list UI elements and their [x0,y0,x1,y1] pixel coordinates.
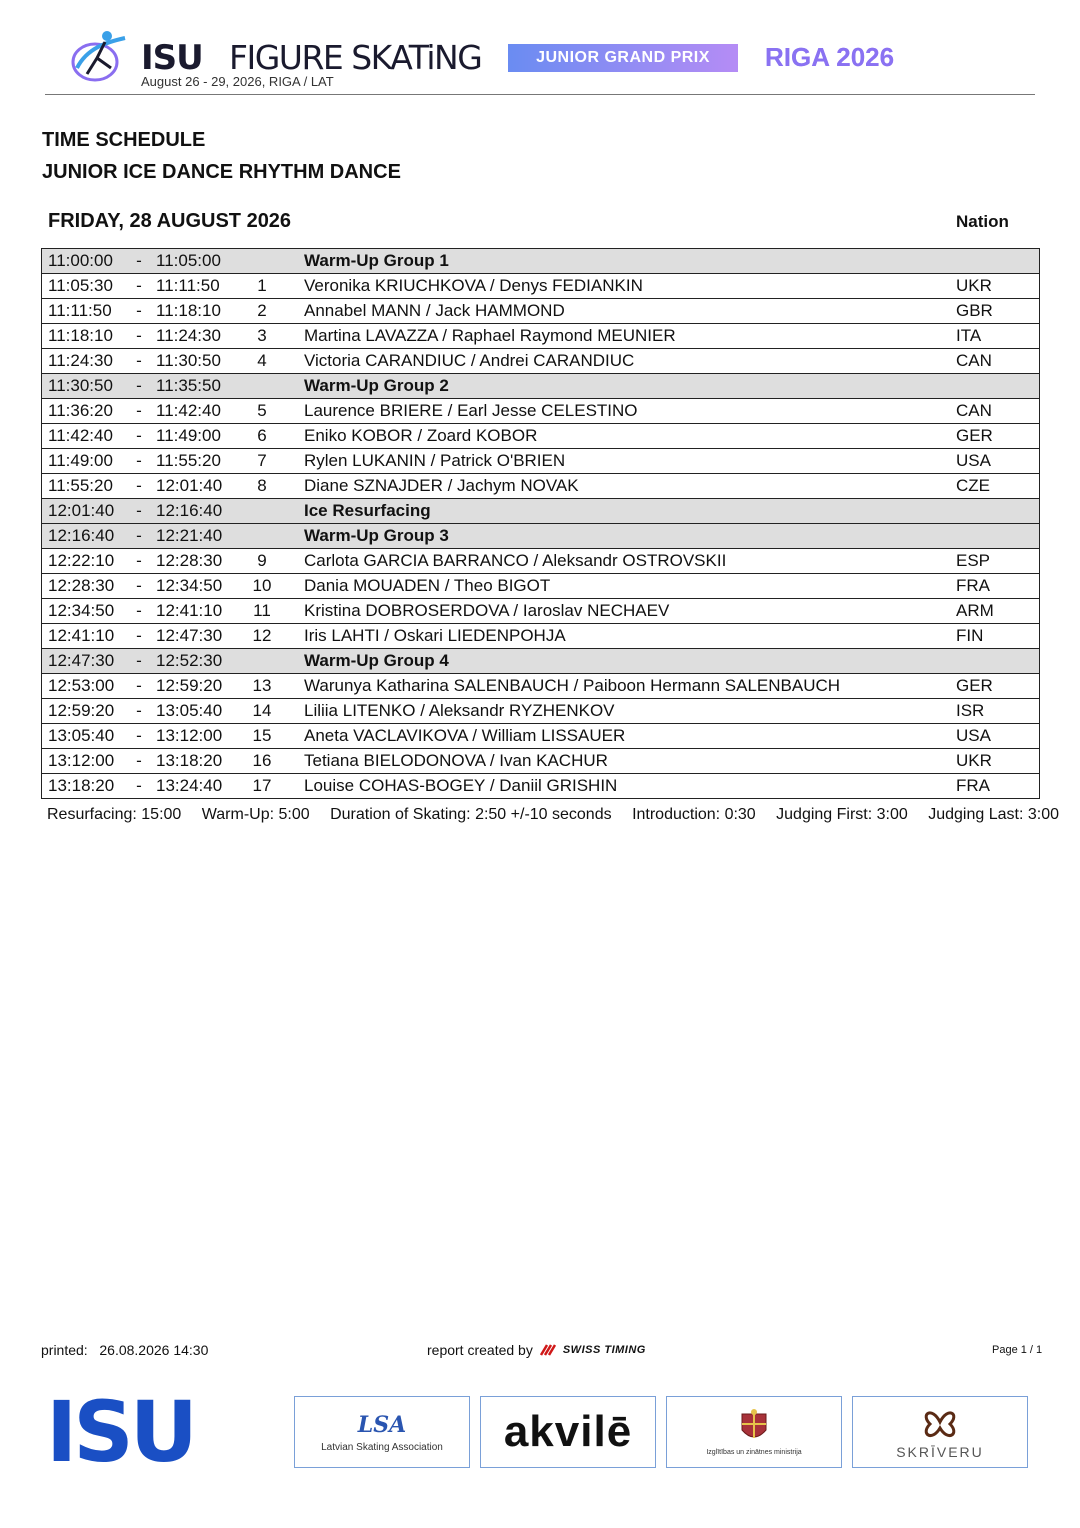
nation-code: FIN [944,624,1040,649]
schedule-row [42,699,1040,724]
end-time: 12:52:30 [148,649,244,674]
nation-code: ESP [944,549,1040,574]
group-label: Warm-Up Group 3 [292,524,944,549]
schedule-row [42,399,1040,424]
end-time: 12:16:40 [148,499,244,524]
end-time: 12:01:40 [148,474,244,499]
start-time: 13:05:40 [42,724,131,749]
start-time: 11:11:50 [42,299,131,324]
nation-code: UKR [944,274,1040,299]
printed-info [41,1342,208,1358]
skater-logo-icon [67,28,129,86]
start-time: 12:01:40 [42,499,131,524]
nation-code: ARM [944,599,1040,624]
schedule-group-row [42,649,1040,674]
start-number: 2 [244,299,292,324]
time-separator: - [130,474,148,499]
end-time: 11:35:50 [148,374,244,399]
couple-name: Kristina DOBROSERDOVA / Iaroslav NECHAEV [292,599,944,624]
nation-code: GER [944,674,1040,699]
start-number [244,249,292,274]
nation-code [944,249,1040,274]
end-time: 11:55:20 [148,449,244,474]
end-time: 12:34:50 [148,574,244,599]
start-number: 4 [244,349,292,374]
schedule-group-row [42,499,1040,524]
group-label: Warm-Up Group 2 [292,374,944,399]
sponsor-akvile [480,1396,656,1468]
time-separator: - [130,399,148,424]
start-number: 6 [244,424,292,449]
end-time: 13:05:40 [148,699,244,724]
time-separator: - [130,449,148,474]
couple-name: Louise COHAS-BOGEY / Daniil GRISHIN [292,774,944,799]
time-separator: - [130,499,148,524]
couple-name: Laurence BRIERE / Earl Jesse CELESTINO [292,399,944,424]
time-separator: - [130,599,148,624]
skriveru-label: SKRĪVERU [896,1444,984,1460]
nation-code [944,374,1040,399]
start-time: 12:59:20 [42,699,131,724]
couple-name: Veronika KRIUCHKOVA / Denys FEDIANKIN [292,274,944,299]
nation-column-header: Nation [956,212,1009,231]
ministry-label: Izglītības un zinātnes ministrija [706,1448,802,1456]
event-name: RIGA 2026 [765,42,895,72]
group-label: Warm-Up Group 4 [292,649,944,674]
start-number: 7 [244,449,292,474]
schedule-table [41,248,1040,799]
time-separator: - [130,524,148,549]
nation-code: CZE [944,474,1040,499]
end-time: 12:41:10 [148,599,244,624]
nation-code: UKR [944,749,1040,774]
nation-code: FRA [944,774,1040,799]
nation-code: CAN [944,349,1040,374]
note-duration: Duration of Skating: 2:50 +/-10 seconds [330,806,612,823]
nation-code: ITA [944,324,1040,349]
lsa-label: Latvian Skating Association [321,1441,443,1453]
start-number: 5 [244,399,292,424]
start-time: 11:36:20 [42,399,131,424]
page-number: Page 1 / 1 [992,1344,1043,1356]
start-number: 12 [244,624,292,649]
start-number [244,649,292,674]
swiss-timing-icon [539,1343,557,1357]
couple-name: Annabel MANN / Jack HAMMOND [292,299,944,324]
start-time: 12:47:30 [42,649,131,674]
schedule-row [42,424,1040,449]
start-number: 11 [244,599,292,624]
start-time: 12:22:10 [42,549,131,574]
printed-value: 26.08.2026 14:30 [99,1342,209,1358]
nation-code [944,499,1040,524]
time-separator: - [130,324,148,349]
couple-name: Martina LAVAZZA / Raphael Raymond MEUNIER [292,324,944,349]
schedule-row [42,349,1040,374]
end-time: 13:18:20 [148,749,244,774]
sponsor-skriveru [852,1396,1028,1468]
end-time: 11:49:00 [148,424,244,449]
coat-of-arms-icon [734,1408,774,1446]
couple-name: Warunya Katharina SALENBAUCH / Paiboon Hermann SALENBAUCH [292,674,944,699]
start-time: 11:18:10 [42,324,131,349]
note-judging-first: Judging First: 3:00 [776,806,908,823]
end-time: 12:28:30 [148,549,244,574]
start-number: 17 [244,774,292,799]
start-time: 12:16:40 [42,524,131,549]
nation-code: GER [944,424,1040,449]
start-time: 11:00:00 [42,249,131,274]
start-time: 11:30:50 [42,374,131,399]
end-time: 11:05:00 [148,249,244,274]
start-number [244,499,292,524]
note-introduction: Introduction: 0:30 [632,806,756,823]
end-time: 11:42:40 [148,399,244,424]
start-time: 13:18:20 [42,774,131,799]
start-time: 11:24:30 [42,349,131,374]
couple-name: Dania MOUADEN / Theo BIGOT [292,574,944,599]
note-warmup: Warm-Up: 5:00 [201,806,310,823]
time-separator: - [130,624,148,649]
couple-name: Diane SZNAJDER / Jachym NOVAK [292,474,944,499]
end-time: 12:47:30 [148,624,244,649]
couple-name: Tetiana BIELODONOVA / Ivan KACHUR [292,749,944,774]
schedule-row [42,299,1040,324]
schedule-row [42,674,1040,699]
couple-name: Aneta VACLAVIKOVA / William LISSAUER [292,724,944,749]
schedule-row [42,274,1040,299]
start-time: 11:42:40 [42,424,131,449]
schedule-date: FRIDAY, 28 AUGUST 2026 [48,210,292,232]
couple-name: Iris LAHTI / Oskari LIEDENPOHJA [292,624,944,649]
start-number: 10 [244,574,292,599]
schedule-row [42,749,1040,774]
start-number: 13 [244,674,292,699]
time-separator: - [130,349,148,374]
nation-code: ISR [944,699,1040,724]
isu-logo: ISU [46,1383,194,1481]
start-time: 12:41:10 [42,624,131,649]
end-time: 11:24:30 [148,324,244,349]
schedule-row [42,624,1040,649]
sponsor-ministry [666,1396,842,1468]
start-time: 12:28:30 [42,574,131,599]
nation-code: CAN [944,399,1040,424]
start-time: 13:12:00 [42,749,131,774]
schedule-row [42,599,1040,624]
schedule-row [42,449,1040,474]
schedule-row [42,549,1040,574]
couple-name: Rylen LUKANIN / Patrick O'BRIEN [292,449,944,474]
time-separator: - [130,649,148,674]
note-judging-last: Judging Last: 3:00 [928,806,1059,823]
end-time: 12:21:40 [148,524,244,549]
time-separator: - [130,374,148,399]
time-separator: - [130,299,148,324]
schedule-group-row [42,374,1040,399]
document-title: TIME SCHEDULE [42,129,206,151]
printed-label: printed: [41,1342,88,1358]
note-resurfacing: Resurfacing: 15:00 [47,806,182,823]
couple-name: Eniko KOBOR / Zoard KOBOR [292,424,944,449]
end-time: 13:12:00 [148,724,244,749]
nation-code: GBR [944,299,1040,324]
time-separator: - [130,699,148,724]
schedule-row [42,724,1040,749]
start-number: 15 [244,724,292,749]
start-number: 16 [244,749,292,774]
start-number [244,524,292,549]
end-time: 11:30:50 [148,349,244,374]
schedule-row [42,324,1040,349]
nation-code [944,649,1040,674]
lsa-logo: LSA [357,1411,407,1438]
start-number [244,374,292,399]
time-separator: - [130,274,148,299]
schedule-row [42,574,1040,599]
schedule-group-row [42,524,1040,549]
created-by-label: report created by [427,1342,533,1358]
event-dates: August 26 - 29, 2026, RIGA / LAT [141,74,334,89]
time-separator: - [130,424,148,449]
start-time: 12:34:50 [42,599,131,624]
start-number: 3 [244,324,292,349]
time-separator: - [130,724,148,749]
junior-grand-prix-badge: JUNIOR GRAND PRIX [508,44,738,72]
couple-name: Victoria CARANDIUC / Andrei CARANDIUC [292,349,944,374]
nation-code: FRA [944,574,1040,599]
nation-code: USA [944,449,1040,474]
akvile-logo: akvilē [503,1407,633,1456]
report-credit [427,1342,646,1358]
figure-skating-wordmark: FIGURE SKATiNG [229,38,482,77]
time-separator: - [130,249,148,274]
schedule-group-row [42,249,1040,274]
time-separator: - [130,774,148,799]
end-time: 12:59:20 [148,674,244,699]
timing-notes [47,806,1059,824]
end-time: 11:11:50 [148,274,244,299]
start-number: 1 [244,274,292,299]
time-separator: - [130,549,148,574]
time-separator: - [130,674,148,699]
start-number: 8 [244,474,292,499]
schedule-row [42,774,1040,799]
page-header [45,22,1035,95]
nation-code: USA [944,724,1040,749]
time-separator: - [130,749,148,774]
start-time: 11:05:30 [42,274,131,299]
start-time: 11:55:20 [42,474,131,499]
sponsor-lsa [294,1396,470,1468]
event-category: JUNIOR ICE DANCE RHYTHM DANCE [42,161,401,183]
isu-wordmark: ISU [141,38,203,78]
start-time: 11:49:00 [42,449,131,474]
nation-code [944,524,1040,549]
clover-icon [918,1404,962,1442]
couple-name: Liliia LITENKO / Aleksandr RYZHENKOV [292,699,944,724]
end-time: 11:18:10 [148,299,244,324]
group-label: Ice Resurfacing [292,499,944,524]
schedule-row [42,474,1040,499]
start-time: 12:53:00 [42,674,131,699]
time-separator: - [130,574,148,599]
start-number: 9 [244,549,292,574]
group-label: Warm-Up Group 1 [292,249,944,274]
start-number: 14 [244,699,292,724]
couple-name: Carlota GARCIA BARRANCO / Aleksandr OSTROVSKII [292,549,944,574]
end-time: 13:24:40 [148,774,244,799]
swiss-timing-logo: SWISS TIMING [562,1344,646,1356]
